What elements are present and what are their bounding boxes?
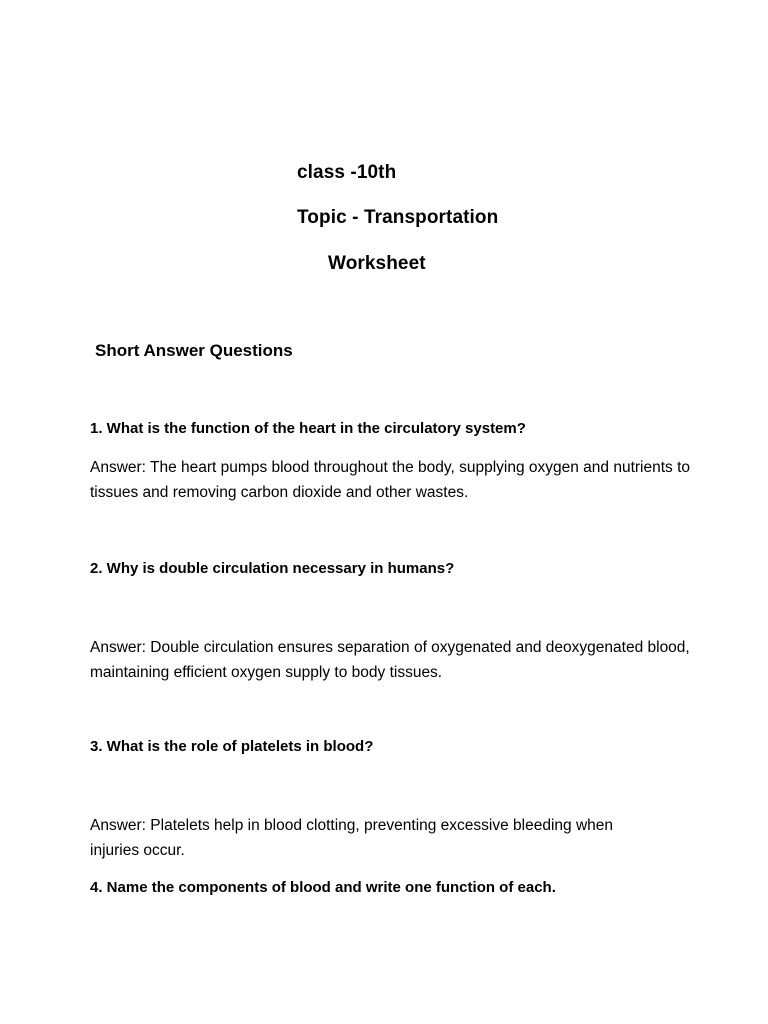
topic-heading: Topic - Transportation [297, 207, 499, 228]
answer-1: Answer: The heart pumps blood throughout the body, supplying oxygen and nutrients to tissues and removing carbon dioxide and other wastes. [90, 459, 691, 501]
answer-3: Answer: Platelets help in blood clotting, preventing excessive bleeding when injuries occur. [90, 817, 614, 859]
question-4: 4. Name the components of blood and write one function of each. [90, 879, 556, 896]
question-2: 2. Why is double circulation necessary in humans? [90, 560, 455, 577]
worksheet-heading: Worksheet [328, 253, 426, 274]
answer-2: Answer: Double circulation ensures separation of oxygenated and deoxygenated blood, maintaining efficient oxygen supply to body tissues. [90, 639, 690, 681]
class-heading: class -10th [297, 162, 397, 183]
section-title: Short Answer Questions [95, 341, 293, 360]
question-3: 3. What is the role of platelets in blood? [90, 738, 374, 755]
question-1: 1. What is the function of the heart in the circulatory system? [90, 420, 526, 437]
